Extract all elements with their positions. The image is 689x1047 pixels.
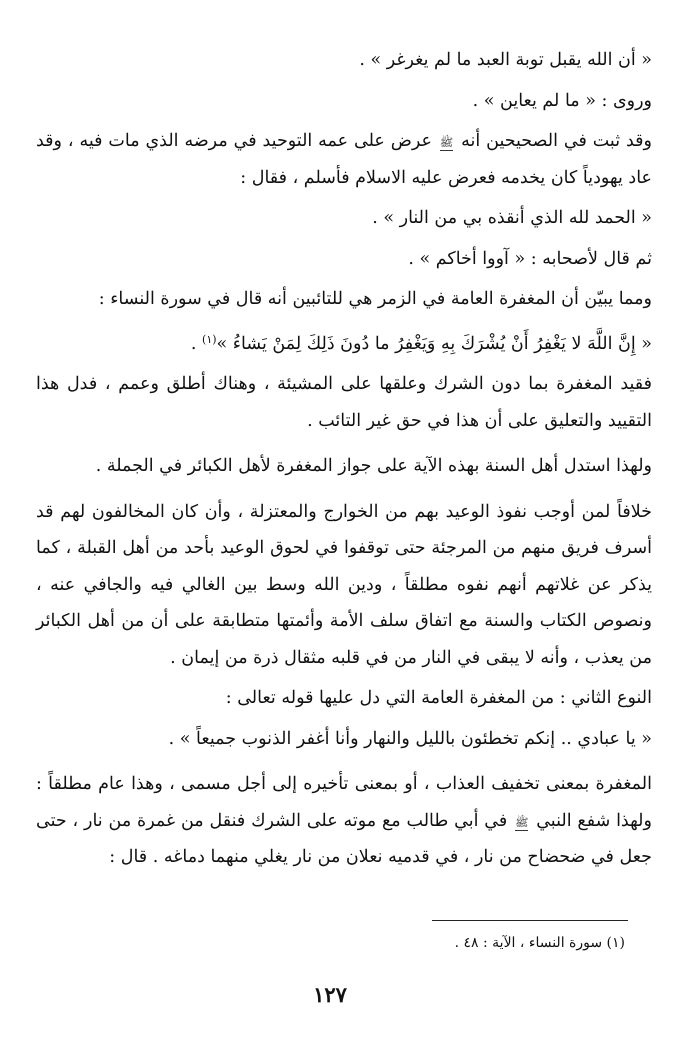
salutation-symbol: ﷺ bbox=[439, 136, 454, 149]
paragraph-ya-ibadi: « يا عبادي .. إنكم تخطئون بالليل والنهار وأنا أغفر الذنوب جميعاً » . bbox=[168, 728, 652, 749]
quran-verse-text: « إِنَّ اللَّهَ لا يَغْفِرُ أَنْ يُشْرَكَ بِهِ وَيَغْفِرُ ما دُونَ ذَلِكَ لِمَنْ يَشاءُ » bbox=[216, 333, 652, 354]
text-segment: وقد ثبت في الصحيحين أنه bbox=[461, 131, 652, 151]
paragraph-hadith-tawba: « أن الله يقبل توبة العبد ما لم يغرغر » . bbox=[359, 50, 652, 70]
paragraph-hamd: « الحمد لله الذي أنقذه بي من النار » . bbox=[372, 208, 652, 228]
text-segment: المغفرة بمعنى تخفيف العذاب ، أو بمعنى تأخيره إلى أجل مسمى ، وهذا عام مطلقاً : ولهذا شفع النبي bbox=[36, 774, 652, 831]
paragraph-riwaya: وروى : « ما لم يعاين » . bbox=[472, 90, 652, 111]
text-segment: . bbox=[190, 333, 203, 354]
paragraph-takhfeef bbox=[36, 766, 652, 876]
footnote-divider bbox=[432, 920, 628, 921]
paragraph-aawoo: ثم قال لأصحابه : « آووا أخاكم » . bbox=[408, 248, 652, 269]
text-segment: في أبي طالب مع موته على الشرك فنقل من غمرة من نار ، حتى جعل في ضحضاح من نار ، في قدميه نعلان من نار يغلي منهما دماغه . قال : bbox=[36, 810, 652, 867]
footnote-marker: (١) bbox=[202, 332, 217, 346]
paragraph-quran-verse bbox=[36, 322, 652, 363]
paragraph-naw-thani: النوع الثاني : من المغفرة العامة التي دل عليها قوله تعالى : bbox=[225, 688, 652, 708]
page-number: ١٢٧ bbox=[313, 982, 347, 1007]
paragraph-zumar: ومما يبيّن أن المغفرة العامة في الزمر هي للتائبين أنه قال في سورة النساء : bbox=[98, 289, 652, 309]
paragraph-khawarij: خلافاً لمن أوجب نفوذ الوعيد بهم من الخوارج والمعتزلة ، وأن كان المخالفون لهم قد أسرف فريق منهم من المرجئة حتى توقفوا في لحوق الوعيد بأحد من أهل القبلة ، كما يذكر عن غلاتهم أنهم نفوه مطلقاً ، ودين الله وسط بين الغالي فيه والجافي عنه ، ونصوص الكتاب والسنة مع اتفاق سلف الأمة وأئمتها متطابقة على أن من أهل الكبائر من يعذب ، وأنه لا يبقى في النار من في قلبه مثقال ذرة من إيمان . bbox=[36, 501, 652, 668]
paragraph-ahl-sunna: ولهذا استدل أهل السنة بهذه الآية على جواز المغفرة لأهل الكبائر في الجملة . bbox=[95, 456, 652, 476]
footnote: (١) سورة النساء ، الآية : ٤٨ . bbox=[454, 935, 625, 951]
text-segment: عرض على عمه التوحيد في مرضه الذي مات فيه ، وقد عاد يهودياً كان يخدمه فعرض عليه الاسلام فأسلم ، فقال : bbox=[36, 131, 652, 188]
paragraph-sahihayn bbox=[36, 123, 652, 196]
salutation-symbol: ﷺ bbox=[515, 815, 529, 829]
paragraph-taqyeed: فقيد المغفرة بما دون الشرك وعلقها على المشيئة ، وهناك أطلق وعمم ، فدل هذا التقييد والتعليق على أن هذا في حق غير التائب . bbox=[36, 374, 652, 431]
page-body bbox=[36, 42, 652, 876]
